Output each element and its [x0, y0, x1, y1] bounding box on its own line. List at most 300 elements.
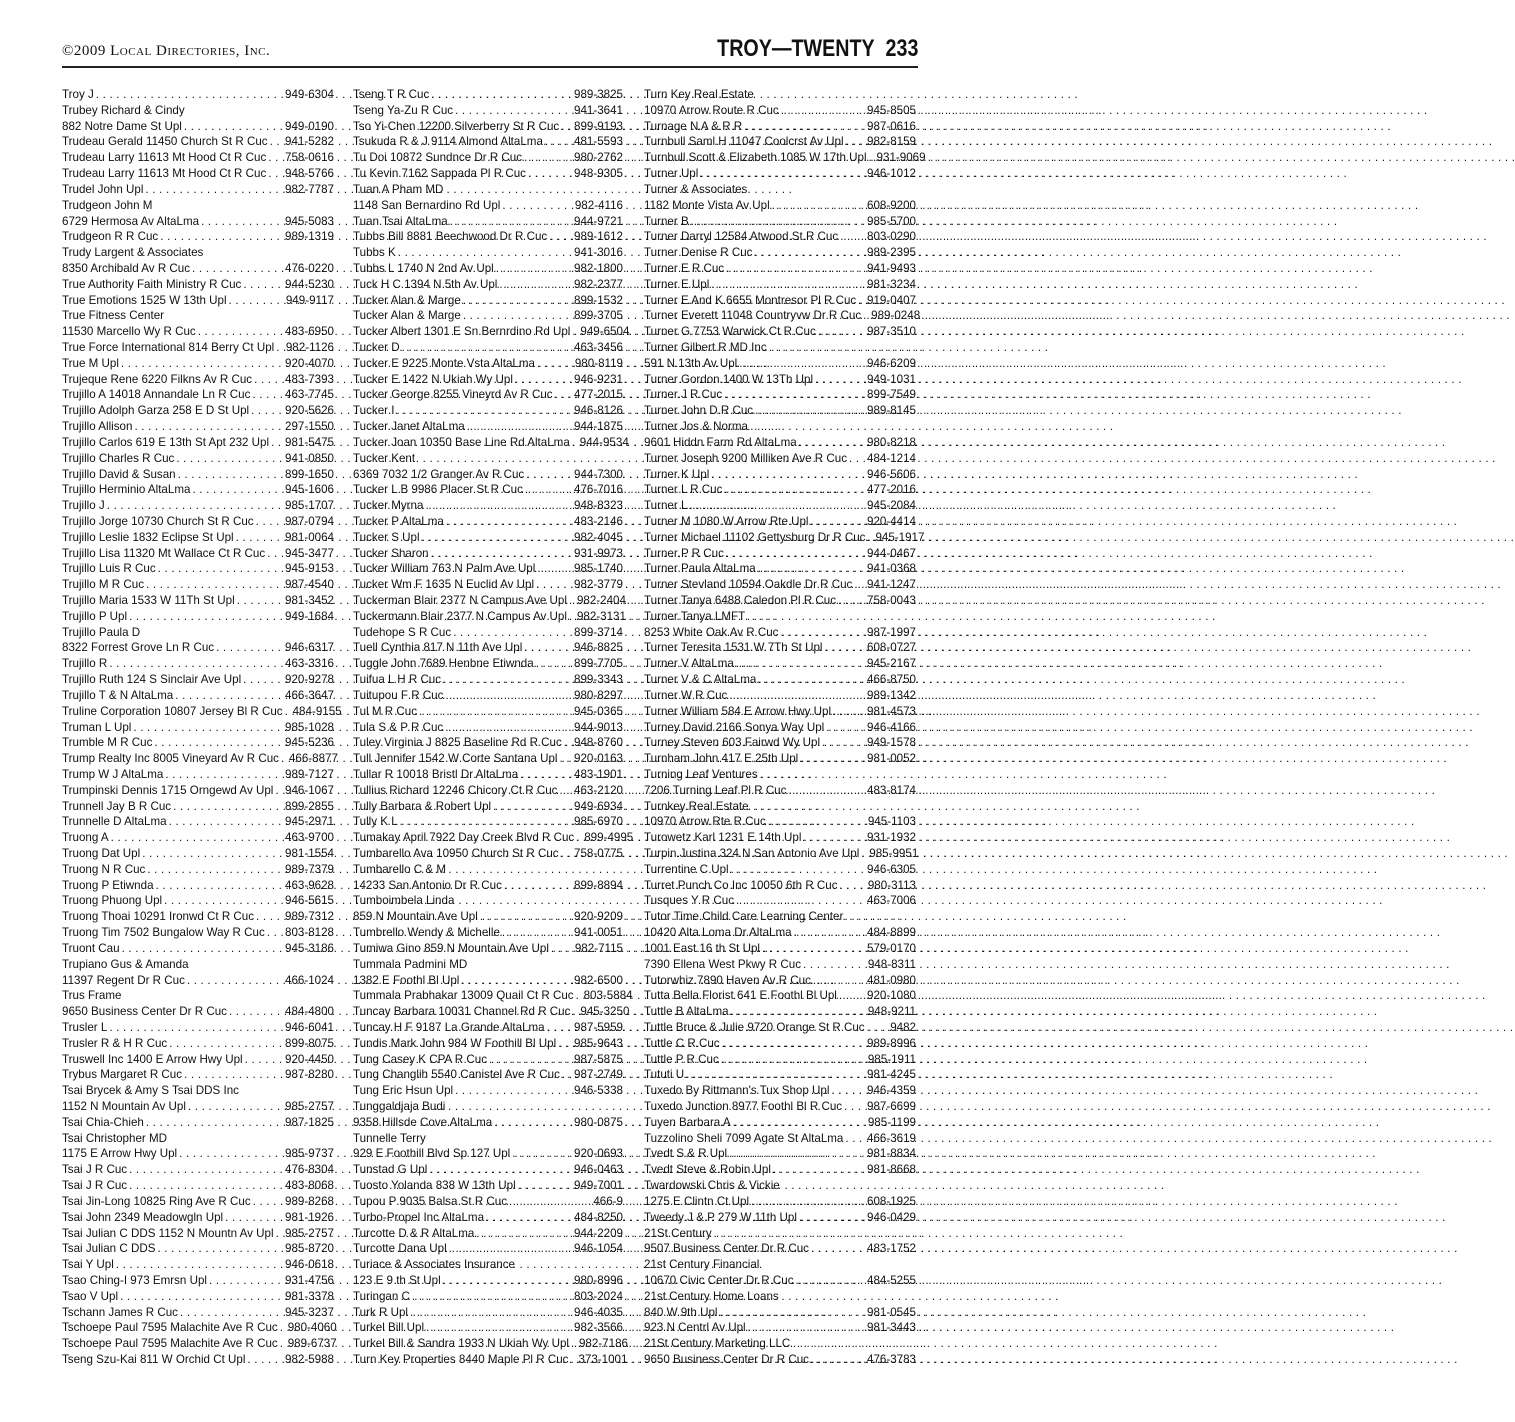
listing-phone: 944-2209	[574, 1226, 623, 1240]
listing-entry	[644, 1257, 916, 1273]
listing-entry	[353, 293, 623, 309]
dot-leader	[779, 103, 867, 119]
listing-name: Turner L	[644, 499, 688, 513]
listing-name: Tucker Albert 1301 E Sn Bernrdino Rd Upl	[353, 325, 571, 339]
listing-entry	[644, 1241, 916, 1257]
listing-phone: 945-0365	[574, 704, 623, 718]
listing-entry	[644, 1020, 916, 1036]
listing-entry	[353, 957, 623, 973]
listing-name: Trujeque Rene 6220 Filkns Av R Cuc	[62, 372, 253, 386]
listing-name: Trudeau Larry 11613 Mt Hood Ct R Cuc	[62, 167, 267, 181]
listing-phone: 477-2016	[867, 483, 916, 497]
dot-leader	[838, 229, 867, 245]
listing-name: 1382 E Foothl Bl Upl	[353, 973, 460, 987]
listing-entry	[353, 988, 633, 1004]
listing-name: Tumboimbela Linda	[353, 894, 455, 908]
listing-entry	[353, 1004, 630, 1020]
listing-entry	[62, 656, 334, 672]
listing-entry	[644, 308, 921, 324]
listing-phone: 946-4166	[867, 720, 916, 734]
dot-leader	[241, 672, 285, 688]
listing-entry	[353, 134, 623, 150]
listing-name: Tsai John 2349 Meadowgln Upl	[62, 1210, 224, 1224]
listing-column-2	[353, 87, 634, 1368]
dot-leader	[254, 909, 285, 925]
listing-entry	[353, 372, 623, 388]
listing-name: Turney David 2166 Sonya Way Upl	[644, 720, 825, 734]
dot-leader	[836, 593, 867, 609]
listing-phone: 980-8119	[574, 356, 623, 370]
dot-leader	[182, 1067, 285, 1083]
listing-entry	[62, 1083, 334, 1099]
listing-phone: 981-4573	[867, 704, 916, 718]
listing-phone: 981-3378	[285, 1289, 334, 1303]
listing-entry	[644, 1004, 916, 1020]
listing-entry	[62, 1131, 334, 1147]
listing-entry	[62, 1004, 334, 1020]
listing-phone: 483-2146	[574, 514, 623, 528]
dot-leader	[131, 720, 285, 736]
listing-phone: 941-0051	[574, 926, 623, 940]
listing-entry	[62, 973, 334, 989]
dot-leader	[737, 356, 867, 372]
dot-leader	[182, 119, 285, 135]
listing-phone: 899-3343	[574, 673, 623, 687]
dot-leader	[274, 340, 286, 356]
listing-phone: 946-8825	[574, 641, 623, 655]
listing-entry	[353, 1305, 623, 1321]
listing-column-1	[62, 87, 342, 1368]
listing-name: Tsai Y Upl	[62, 1258, 114, 1272]
listing-name: Turnage N A & R R	[644, 119, 743, 133]
listing-phone: 920-0163	[574, 752, 623, 766]
listing-entry	[353, 277, 623, 293]
listing-phone: 946-8126	[574, 404, 623, 418]
listing-phone: 981-3443	[867, 1321, 916, 1335]
listing-name: Tsai Julian C DDS	[62, 1242, 156, 1256]
listing-name: Truong P Etiwnda	[62, 878, 154, 892]
listing-phone: 946-0429	[867, 1210, 916, 1224]
listing-phone: 980-0875	[574, 1115, 623, 1129]
listing-phone: 982-3779	[574, 578, 623, 592]
listing-name: Trump Realty Inc 8005 Vineyard Av R Cuc	[62, 752, 279, 766]
listing-phone: 476-8304	[285, 1163, 334, 1177]
listing-phone: 949-9117	[285, 293, 334, 307]
listing-entry	[62, 546, 334, 562]
listing-entry	[62, 1226, 334, 1242]
dot-leader	[223, 1210, 285, 1226]
dot-leader	[553, 387, 574, 403]
listing-entry	[644, 862, 916, 878]
dot-leader	[105, 498, 285, 514]
listing-entry	[644, 324, 916, 340]
listing-entry	[644, 229, 916, 245]
listing-entry	[644, 957, 916, 973]
listing-name: Turner John D R Cuc	[644, 404, 754, 418]
listing-entry	[353, 830, 634, 846]
listing-entry	[644, 656, 916, 672]
listing-name: True Emotions 1525 W 13th Upl	[62, 293, 227, 307]
listing-phone: 989-8145	[867, 404, 916, 418]
listing-phone: 982-6500	[574, 973, 623, 987]
listing-entry	[353, 1194, 623, 1210]
listing-phone: 946-9231	[574, 372, 623, 386]
listing-name: Tull Jennifer 1542 W Corte Santana Upl	[353, 752, 558, 766]
listing-name: Turner Gilbert R MD Inc	[644, 341, 767, 354]
listing-phone: 981-0545	[867, 1305, 916, 1319]
listing-phone: 981-1926	[285, 1210, 334, 1224]
listing-name: Tuifua L H R Cuc	[353, 673, 442, 687]
listing-entry	[353, 561, 623, 577]
listing-name: 1182 Monte Vista Av Upl	[644, 198, 770, 212]
dot-leader	[154, 878, 285, 894]
listing-phone: 483-6950	[285, 325, 334, 339]
listing-phone: 982-3566	[574, 1321, 623, 1335]
listing-phone: 946-1054	[574, 1242, 623, 1256]
listing-entry	[353, 846, 623, 862]
listing-phone: 758-0043	[867, 594, 916, 607]
dot-leader	[227, 293, 286, 309]
listing-entry	[62, 751, 338, 767]
listing-phone: 945-3237	[285, 1305, 334, 1319]
listing-name: Truong Thoai 10291 Ironwd Ct R Cuc	[62, 910, 255, 924]
listing-entry	[644, 941, 916, 957]
listing-entry	[644, 751, 916, 767]
listing-phone: 948-5766	[285, 167, 334, 181]
listing-phone: 987-8280	[285, 1068, 334, 1082]
listing-phone: 946-6041	[285, 1020, 334, 1034]
listing-phone: 899-1532	[574, 293, 623, 307]
listing-phone: 989-8996	[867, 1036, 916, 1050]
listing-name: Turret Punch Co Inc 10050 6th R Cuc	[644, 878, 838, 892]
dot-leader	[408, 1305, 574, 1321]
dot-leader	[243, 1052, 285, 1068]
listing-phone: 944-9721	[574, 214, 623, 228]
listing-entry	[353, 1178, 623, 1194]
listing-entry	[644, 909, 916, 925]
listing-name: Tullius Richard 12246 Chicory Ct R Cuc	[353, 783, 558, 797]
listing-entry	[353, 1067, 623, 1083]
listing-entry	[62, 720, 334, 736]
listing-phone: 985-9643	[574, 1036, 623, 1050]
dot-leader	[451, 625, 574, 641]
page-title	[717, 35, 918, 63]
dot-leader	[838, 878, 868, 894]
dot-leader	[417, 704, 574, 720]
dot-leader	[283, 704, 293, 720]
listing-entry	[353, 814, 623, 830]
listing-name: 1275 E Clintn Ct Upl	[644, 1194, 750, 1208]
listing-name: Tucker Kent	[353, 451, 416, 465]
listing-entry	[62, 577, 334, 593]
listing-entry	[644, 387, 916, 403]
listing-entry	[353, 1146, 623, 1162]
dot-leader	[547, 229, 574, 245]
dot-leader	[756, 561, 867, 577]
listing-entry	[353, 1052, 623, 1068]
listing-name: Turner Joseph 9200 Milliken Ave R Cuc	[644, 451, 847, 465]
dot-leader	[497, 277, 574, 293]
dot-leader	[107, 1020, 285, 1036]
dot-leader	[534, 656, 574, 672]
listing-entry	[62, 1257, 334, 1273]
dot-leader	[269, 435, 285, 451]
dot-leader	[173, 688, 285, 704]
listing-phone: 941-3641	[574, 103, 623, 117]
listing-name: Turner G 7753 Warwick Ct R Cuc	[644, 325, 816, 339]
dot-leader	[746, 1320, 867, 1336]
dot-leader	[507, 1194, 593, 1210]
dot-leader	[396, 245, 574, 261]
listing-name: Tucker I	[353, 404, 395, 418]
listing-phone: 608-0727	[867, 641, 916, 655]
listing-entry	[62, 1241, 334, 1257]
listing-phone: 608-9200	[867, 198, 916, 212]
listing-entry	[62, 909, 334, 925]
listing-phone: 803-0290	[867, 230, 916, 244]
listing-name: Tubbs Bill 8881 Beechwood Dr R Cuc	[353, 230, 548, 244]
dot-leader	[516, 1178, 574, 1194]
listing-name: Turner W R Cuc	[644, 688, 728, 702]
listing-name: 11530 Marcello Wy R Cuc	[62, 325, 196, 339]
listing-phone: 946-1012	[867, 167, 916, 181]
listing-name: Tummala Padmini MD	[353, 957, 468, 971]
listing-entry	[62, 957, 334, 973]
listing-phone: 987-4540	[285, 578, 334, 592]
listing-entry	[644, 482, 916, 498]
dot-leader	[829, 1083, 867, 1099]
dot-leader	[569, 1336, 579, 1352]
dot-leader	[241, 277, 285, 293]
listing-entry	[62, 245, 334, 261]
listing-name: 9650 Business Center Dr R Cuc	[62, 1005, 227, 1019]
listing-phone: 945-5236	[285, 736, 334, 750]
dot-leader	[429, 546, 574, 562]
listing-name: Tuxedo Junction 8977 Foothl Bl R Cuc	[644, 1100, 843, 1113]
listing-phone: 373-1001	[578, 1353, 628, 1366]
listing-phone: 483-1901	[574, 767, 623, 781]
dot-leader	[794, 1273, 868, 1289]
dot-leader	[251, 1194, 285, 1210]
listing-phone: 946-1067	[285, 783, 334, 797]
listing-name: Tusques Y R Cuc	[644, 894, 735, 908]
listing-entry	[62, 356, 334, 372]
listing-name: Tubbs L 1740 N 2nd Av Upl	[353, 261, 494, 275]
listing-name: 840 W 9th Upl	[644, 1305, 718, 1319]
listing-name: Turnbull Scott & Elizabeth 1085 W 17th Upl	[644, 151, 867, 165]
listing-entry	[644, 119, 916, 135]
listing-name: Tuck H C 1394 N 5th Av Upl	[353, 277, 498, 291]
listing-entry	[644, 182, 916, 198]
listing-name: Trujillo Charles R Cuc	[62, 451, 175, 465]
listing-name: Tuggle John 7689 Henbne Etiwnda	[353, 657, 534, 671]
listing-name: Trujillo Allison	[62, 420, 133, 434]
listing-phone: 758-0775	[574, 847, 623, 860]
listing-phone: 899-8894	[574, 878, 623, 892]
listing-name: Turney Steven 603 Fairwd Wy Upl	[644, 736, 821, 750]
dot-leader	[770, 198, 867, 214]
listing-phone: 989-8268	[285, 1194, 334, 1208]
listing-name: Trujillo Ruth 124 S Sinclair Ave Upl	[62, 673, 242, 687]
page-number: 233	[885, 35, 918, 62]
listing-phone: 949-6304	[285, 88, 334, 101]
dot-leader	[837, 988, 867, 1004]
listing-phone: 946-5615	[285, 894, 334, 908]
listing-entry	[644, 498, 916, 514]
listing-name: True Force International 814 Berry Ct Upl	[62, 341, 275, 354]
listing-phone: 981-3234	[867, 277, 916, 291]
listing-entry	[353, 261, 623, 277]
listing-entry	[353, 656, 623, 672]
dot-leader	[171, 799, 285, 815]
listing-phone: 481-0980	[867, 973, 916, 987]
listing-entry	[62, 1052, 334, 1068]
dot-leader	[709, 467, 867, 483]
listing-name: Turner Michael 11102 Gettysburg Dr R Cuc	[644, 530, 866, 544]
listing-name: Troy J	[62, 88, 94, 101]
listing-entry	[62, 846, 334, 862]
listing-name: Tuan A Pham MD	[353, 182, 444, 196]
listing-entry	[644, 451, 916, 467]
listing-phone: 920-4414	[867, 514, 916, 528]
dot-leader	[820, 735, 867, 751]
listing-entry	[353, 182, 623, 198]
listing-entry	[353, 498, 623, 514]
dot-leader	[279, 751, 289, 767]
listing-name: Tuley Virginia J 8825 Baseline Rd R Cuc	[353, 736, 562, 750]
listing-phone: 982-2377	[574, 277, 623, 291]
listing-name: Trujillo Leslie 1832 Eclipse St Upl	[62, 530, 234, 544]
listing-phone: 9482	[890, 1020, 916, 1034]
listing-name: 21st Century Financial	[644, 1258, 760, 1272]
listing-entry	[353, 1020, 623, 1036]
listing-entry	[644, 577, 916, 593]
listing-entry	[62, 988, 334, 1004]
dot-leader	[558, 751, 575, 767]
dot-leader	[562, 735, 574, 751]
listing-name: Tutta Bella Florist 641 E Foothl Bl Upl	[644, 989, 837, 1003]
listing-phone: 982-4116	[574, 198, 623, 212]
listing-name: Tupou P 9035 Balsa St R Cuc	[353, 1194, 508, 1208]
listing-name: 21st Century Home Loans	[644, 1289, 779, 1303]
listing-entry	[644, 767, 916, 783]
listing-name: Turpin Justina 324 N San Antonio Ave Upl	[644, 847, 860, 860]
listing-name: 21St Century Marketing LLC	[644, 1337, 791, 1351]
listing-phone: 931-9973	[574, 546, 623, 560]
listing-name: Tucker Joan 10350 Base Line Rd AltaLma	[353, 435, 570, 449]
listing-name: Tutorwhiz 7890 Haven Av R Cuc	[644, 973, 811, 987]
listing-name: Trujillo Adolph Garza 258 E D St Upl	[62, 404, 250, 418]
listing-name: True M Upl	[62, 356, 119, 370]
listing-phone: 463-2120	[574, 783, 623, 797]
dot-leader	[152, 735, 285, 751]
listing-name: Tuan Tsai AltaLma	[353, 214, 448, 228]
listing-name: Tumbrello Wendy & Michelle	[353, 926, 500, 940]
listing-phone: 484-8250	[574, 1210, 623, 1224]
listing-name: Tullar R 10018 Bristl Dr AltaLma	[353, 767, 519, 781]
listing-phone: 987-0794	[285, 514, 334, 528]
listing-entry	[644, 403, 916, 419]
listing-phone: 945-1103	[867, 815, 916, 829]
listing-entry	[644, 672, 916, 688]
listing-entry	[62, 498, 334, 514]
dot-leader	[114, 1257, 285, 1273]
dot-leader	[842, 1099, 867, 1115]
listing-name: Turkel Bill Upl	[353, 1321, 425, 1335]
listing-name: Trudgeon John M	[62, 198, 153, 212]
listing-phone: 920-4070	[285, 356, 334, 370]
listing-entry	[353, 198, 623, 214]
listing-entry	[353, 229, 623, 245]
listing-entry	[62, 609, 334, 625]
listing-name: Tubbs K	[353, 246, 396, 260]
listing-name: Tsao Ching-I 973 Emrsn Upl	[62, 1273, 207, 1287]
dot-leader	[453, 103, 574, 119]
listing-name: 6369 7032 1/2 Granger Av R Cuc	[353, 467, 525, 481]
listing-name: Tucker S Upl	[353, 530, 420, 544]
listing-name: Turkel Bill & Sandra 1933 N Ukiah Wy Upl	[353, 1337, 569, 1351]
listing-name: Turner V & C AltaLma	[644, 673, 757, 687]
dot-leader	[162, 893, 285, 909]
listing-entry	[644, 783, 916, 799]
listing-entry	[353, 1210, 623, 1226]
dot-leader	[268, 134, 285, 150]
listing-name: Tucker Myrna	[353, 499, 424, 513]
listing-entry	[353, 893, 623, 909]
listing-entry	[644, 87, 916, 103]
dot-leader	[278, 1336, 288, 1352]
listing-name: Tucker Alan & Marge	[353, 293, 461, 307]
listing-name: Trudgeon R R Cuc	[62, 230, 159, 244]
listing-entry	[353, 640, 623, 656]
listing-name: Trudeau Gerald 11450 Church St R Cuc	[62, 135, 268, 149]
dot-leader	[500, 198, 574, 214]
listing-name: Truong Phuong Upl	[62, 894, 163, 908]
listing-phone: 484-1214	[867, 451, 916, 465]
listing-entry	[62, 1352, 334, 1368]
listing-name: Tumbarello C & M	[353, 862, 446, 876]
listing-name: Truont Cau	[62, 941, 120, 955]
dot-leader	[441, 1273, 574, 1289]
dot-leader	[856, 293, 867, 309]
listing-phone: 484-5255	[867, 1273, 916, 1287]
listing-phone: 989-2395	[867, 246, 916, 260]
listing-phone: 981-3452	[285, 594, 334, 607]
listing-phone: 920-4450	[285, 1052, 334, 1066]
listing-entry	[353, 514, 623, 530]
listing-name: Tschoepe Paul 7595 Malachite Ave R Cuc	[62, 1337, 278, 1351]
listing-phone: 987-0616	[867, 119, 916, 133]
listing-phone: 985-5700	[867, 214, 916, 228]
listing-phone: 989-3825	[574, 88, 623, 101]
listing-entry	[353, 767, 623, 783]
dot-leader	[185, 973, 285, 989]
listing-phone: 946-4359	[867, 1084, 916, 1098]
listing-entry	[62, 1099, 334, 1115]
dot-leader	[156, 561, 285, 577]
listing-name: Tuttle C R Cuc	[644, 1036, 720, 1050]
page-header	[62, 30, 918, 68]
listing-name: 9358 Hillsde Cove AltaLma	[353, 1115, 493, 1129]
listing-entry	[353, 862, 623, 878]
listing-phone: 948-8323	[574, 499, 623, 513]
listing-name: Tul M R Cuc	[353, 704, 417, 718]
listing-entry	[644, 814, 916, 830]
listing-entry	[353, 672, 623, 688]
listing-phone: 985-6970	[574, 815, 623, 829]
listing-phone: 899-8075	[285, 1036, 334, 1050]
dot-leader	[518, 767, 574, 783]
